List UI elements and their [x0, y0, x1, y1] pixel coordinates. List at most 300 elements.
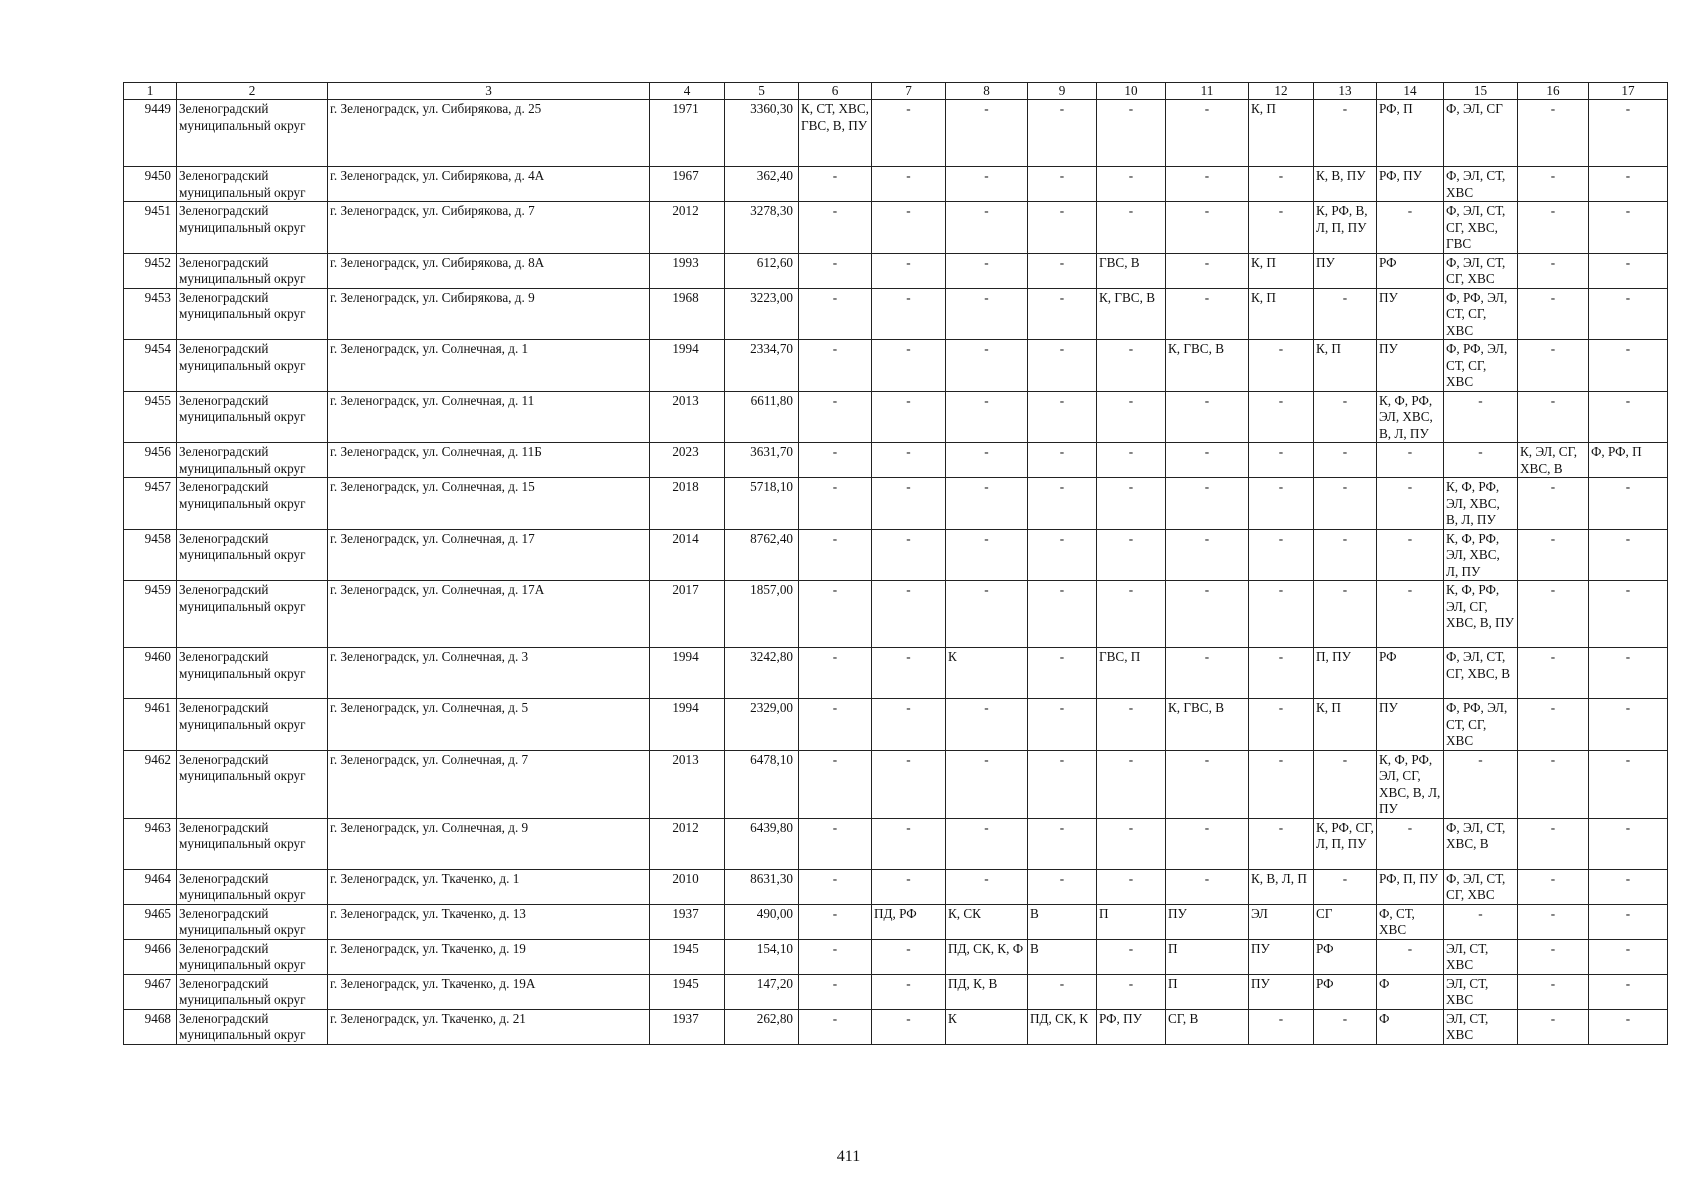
work-cell-col-12: К, П [1249, 288, 1314, 340]
work-cell-col-9: - [1028, 443, 1097, 478]
district-cell: Зеленоградский муниципальный округ [177, 340, 328, 392]
work-cell-col-8: - [946, 818, 1028, 869]
work-cell-col-16: - [1518, 288, 1589, 340]
work-cell-col-17: - [1589, 581, 1668, 648]
year-cell: 2018 [650, 478, 725, 530]
work-cell-col-17: - [1589, 818, 1668, 869]
work-cell-col-7: ПД, РФ [872, 904, 946, 939]
work-cell-col-8: - [946, 100, 1028, 167]
work-cell-col-13: - [1314, 443, 1377, 478]
column-number-cell: 8 [946, 83, 1028, 100]
work-cell-col-14: - [1377, 443, 1444, 478]
district-cell: Зеленоградский муниципальный округ [177, 253, 328, 288]
work-cell-col-11: К, ГВС, В [1166, 340, 1249, 392]
work-cell-col-14: ПУ [1377, 288, 1444, 340]
work-cell-col-9: - [1028, 478, 1097, 530]
work-cell-col-12: - [1249, 202, 1314, 254]
work-cell-col-17: - [1589, 529, 1668, 581]
work-cell-col-17: - [1589, 1009, 1668, 1044]
row-number: 9462 [124, 750, 177, 818]
column-number-cell: 17 [1589, 83, 1668, 100]
work-cell-col-14: РФ, П [1377, 100, 1444, 167]
work-cell-col-8: - [946, 699, 1028, 751]
work-cell-col-10: - [1097, 202, 1166, 254]
district-cell: Зеленоградский муниципальный округ [177, 202, 328, 254]
work-cell-col-8: - [946, 581, 1028, 648]
work-cell-col-15: К, Ф, РФ, ЭЛ, ХВС, Л, ПУ [1444, 529, 1518, 581]
work-cell-col-15: Ф, ЭЛ, СТ, СГ, ХВС [1444, 253, 1518, 288]
work-cell-col-13: К, РФ, СГ, Л, П, ПУ [1314, 818, 1377, 869]
address-cell: г. Зеленоградск, ул. Солнечная, д. 17А [328, 581, 650, 648]
district-cell: Зеленоградский муниципальный округ [177, 391, 328, 443]
table-row [124, 443, 1668, 478]
work-cell-col-8: - [946, 443, 1028, 478]
address-cell: г. Зеленоградск, ул. Ткаченко, д. 1 [328, 869, 650, 904]
district-cell: Зеленоградский муниципальный округ [177, 648, 328, 699]
column-number-cell: 16 [1518, 83, 1589, 100]
work-cell-col-11: - [1166, 202, 1249, 254]
work-cell-col-16: - [1518, 167, 1589, 202]
work-cell-col-10: - [1097, 581, 1166, 648]
table-body [124, 100, 1668, 1045]
work-cell-col-14: - [1377, 202, 1444, 254]
area-cell: 3360,30 [725, 100, 799, 167]
work-cell-col-14: Ф [1377, 1009, 1444, 1044]
work-cell-col-16: - [1518, 529, 1589, 581]
work-cell-col-13: - [1314, 869, 1377, 904]
row-number: 9457 [124, 478, 177, 530]
work-cell-col-15: Ф, ЭЛ, СТ, ХВС, В [1444, 818, 1518, 869]
district-cell: Зеленоградский муниципальный округ [177, 1009, 328, 1044]
work-cell-col-17: - [1589, 939, 1668, 974]
table-row [124, 529, 1668, 581]
table-row [124, 869, 1668, 904]
work-cell-col-17: - [1589, 699, 1668, 751]
address-cell: г. Зеленоградск, ул. Солнечная, д. 5 [328, 699, 650, 751]
work-cell-col-6: - [799, 391, 872, 443]
row-number: 9453 [124, 288, 177, 340]
work-cell-col-9: - [1028, 288, 1097, 340]
address-cell: г. Зеленоградск, ул. Ткаченко, д. 19А [328, 974, 650, 1009]
work-cell-col-17: - [1589, 391, 1668, 443]
year-cell: 2013 [650, 750, 725, 818]
address-cell: г. Зеленоградск, ул. Сибирякова, д. 9 [328, 288, 650, 340]
work-cell-col-16: - [1518, 869, 1589, 904]
work-cell-col-17: - [1589, 869, 1668, 904]
work-cell-col-15: Ф, РФ, ЭЛ, СТ, СГ, ХВС [1444, 288, 1518, 340]
work-cell-col-11: К, ГВС, В [1166, 699, 1249, 751]
work-cell-col-15: Ф, РФ, ЭЛ, СТ, СГ, ХВС [1444, 340, 1518, 392]
row-number: 9460 [124, 648, 177, 699]
work-cell-col-10: - [1097, 939, 1166, 974]
work-cell-col-9: - [1028, 202, 1097, 254]
work-cell-col-13: П, ПУ [1314, 648, 1377, 699]
work-cell-col-12: К, В, Л, П [1249, 869, 1314, 904]
row-number: 9451 [124, 202, 177, 254]
district-cell: Зеленоградский муниципальный округ [177, 443, 328, 478]
work-cell-col-17: - [1589, 202, 1668, 254]
work-cell-col-15: ЭЛ, СТ, ХВС [1444, 1009, 1518, 1044]
work-cell-col-17: - [1589, 167, 1668, 202]
work-cell-col-15: - [1444, 443, 1518, 478]
work-cell-col-6: - [799, 340, 872, 392]
work-cell-col-6: - [799, 581, 872, 648]
work-cell-col-17: - [1589, 340, 1668, 392]
area-cell: 362,40 [725, 167, 799, 202]
work-cell-col-7: - [872, 869, 946, 904]
work-cell-col-15: ЭЛ, СТ, ХВС [1444, 939, 1518, 974]
work-cell-col-7: - [872, 253, 946, 288]
work-cell-col-11: - [1166, 581, 1249, 648]
work-cell-col-9: - [1028, 340, 1097, 392]
work-cell-col-11: - [1166, 391, 1249, 443]
work-cell-col-10: - [1097, 750, 1166, 818]
column-number-cell: 3 [328, 83, 650, 100]
work-cell-col-10: К, ГВС, В [1097, 288, 1166, 340]
table-row [124, 974, 1668, 1009]
work-cell-col-8: - [946, 340, 1028, 392]
work-cell-col-7: - [872, 529, 946, 581]
area-cell: 5718,10 [725, 478, 799, 530]
work-cell-col-7: - [872, 443, 946, 478]
work-cell-col-13: К, РФ, В, Л, П, ПУ [1314, 202, 1377, 254]
work-cell-col-8: - [946, 288, 1028, 340]
work-cell-col-10: ГВС, В [1097, 253, 1166, 288]
work-cell-col-10: - [1097, 391, 1166, 443]
work-cell-col-12: ПУ [1249, 939, 1314, 974]
area-cell: 612,60 [725, 253, 799, 288]
area-cell: 3631,70 [725, 443, 799, 478]
work-cell-col-13: РФ [1314, 974, 1377, 1009]
table-row [124, 340, 1668, 392]
work-cell-col-13: - [1314, 100, 1377, 167]
year-cell: 1968 [650, 288, 725, 340]
row-number: 9463 [124, 818, 177, 869]
address-cell: г. Зеленоградск, ул. Сибирякова, д. 7 [328, 202, 650, 254]
area-cell: 2334,70 [725, 340, 799, 392]
work-cell-col-16: - [1518, 1009, 1589, 1044]
work-cell-col-16: - [1518, 478, 1589, 530]
table-row [124, 391, 1668, 443]
work-cell-col-17: - [1589, 974, 1668, 1009]
district-cell: Зеленоградский муниципальный округ [177, 939, 328, 974]
work-cell-col-17: Ф, РФ, П [1589, 443, 1668, 478]
work-cell-col-10: - [1097, 818, 1166, 869]
work-cell-col-7: - [872, 288, 946, 340]
row-number: 9467 [124, 974, 177, 1009]
work-cell-col-8: ПД, К, В [946, 974, 1028, 1009]
work-cell-col-10: - [1097, 340, 1166, 392]
district-cell: Зеленоградский муниципальный округ [177, 581, 328, 648]
work-cell-col-14: РФ, П, ПУ [1377, 869, 1444, 904]
work-cell-col-7: - [872, 478, 946, 530]
work-cell-col-17: - [1589, 100, 1668, 167]
table-row [124, 288, 1668, 340]
work-cell-col-6: - [799, 904, 872, 939]
work-cell-col-9: - [1028, 818, 1097, 869]
year-cell: 1937 [650, 1009, 725, 1044]
work-cell-col-8: - [946, 478, 1028, 530]
work-cell-col-12: ПУ [1249, 974, 1314, 1009]
work-cell-col-10: - [1097, 974, 1166, 1009]
work-cell-col-14: РФ [1377, 648, 1444, 699]
work-cell-col-8: - [946, 529, 1028, 581]
address-cell: г. Зеленоградск, ул. Солнечная, д. 1 [328, 340, 650, 392]
work-cell-col-7: - [872, 202, 946, 254]
year-cell: 1967 [650, 167, 725, 202]
work-cell-col-7: - [872, 100, 946, 167]
work-cell-col-7: - [872, 750, 946, 818]
work-cell-col-12: - [1249, 699, 1314, 751]
work-cell-col-11: П [1166, 939, 1249, 974]
work-cell-col-8: - [946, 750, 1028, 818]
area-cell: 154,10 [725, 939, 799, 974]
address-cell: г. Зеленоградск, ул. Солнечная, д. 3 [328, 648, 650, 699]
work-cell-col-12: - [1249, 818, 1314, 869]
address-cell: г. Зеленоградск, ул. Солнечная, д. 17 [328, 529, 650, 581]
work-cell-col-10: - [1097, 699, 1166, 751]
column-number-cell: 2 [177, 83, 328, 100]
work-cell-col-9: В [1028, 904, 1097, 939]
column-number-cell: 1 [124, 83, 177, 100]
table-row [124, 750, 1668, 818]
work-cell-col-6: - [799, 1009, 872, 1044]
year-cell: 2014 [650, 529, 725, 581]
address-cell: г. Зеленоградск, ул. Сибирякова, д. 25 [328, 100, 650, 167]
work-cell-col-13: - [1314, 750, 1377, 818]
work-cell-col-7: - [872, 167, 946, 202]
work-cell-col-6: - [799, 253, 872, 288]
work-cell-col-12: ЭЛ [1249, 904, 1314, 939]
work-cell-col-14: - [1377, 529, 1444, 581]
row-number: 9450 [124, 167, 177, 202]
work-cell-col-14: ПУ [1377, 340, 1444, 392]
work-cell-col-10: - [1097, 529, 1166, 581]
work-cell-col-14: К, Ф, РФ, ЭЛ, СГ, ХВС, В, Л, ПУ [1377, 750, 1444, 818]
work-cell-col-11: - [1166, 167, 1249, 202]
district-cell: Зеленоградский муниципальный округ [177, 904, 328, 939]
table-row [124, 1009, 1668, 1044]
work-cell-col-12: К, П [1249, 100, 1314, 167]
work-cell-col-9: В [1028, 939, 1097, 974]
area-cell: 6611,80 [725, 391, 799, 443]
column-number-cell: 15 [1444, 83, 1518, 100]
area-cell: 3242,80 [725, 648, 799, 699]
work-cell-col-15: Ф, ЭЛ, СТ, ХВС [1444, 167, 1518, 202]
area-cell: 1857,00 [725, 581, 799, 648]
district-cell: Зеленоградский муниципальный округ [177, 529, 328, 581]
area-cell: 8631,30 [725, 869, 799, 904]
column-number-cell: 12 [1249, 83, 1314, 100]
work-cell-col-14: Ф [1377, 974, 1444, 1009]
column-number-cell: 14 [1377, 83, 1444, 100]
work-cell-col-17: - [1589, 648, 1668, 699]
area-cell: 3223,00 [725, 288, 799, 340]
year-cell: 2010 [650, 869, 725, 904]
work-cell-col-8: - [946, 869, 1028, 904]
work-cell-col-9: - [1028, 167, 1097, 202]
year-cell: 1971 [650, 100, 725, 167]
work-cell-col-13: К, П [1314, 340, 1377, 392]
row-number: 9464 [124, 869, 177, 904]
work-cell-col-9: - [1028, 253, 1097, 288]
work-cell-col-15: ЭЛ, СТ, ХВС [1444, 974, 1518, 1009]
work-cell-col-16: - [1518, 253, 1589, 288]
work-cell-col-8: - [946, 253, 1028, 288]
table-row [124, 253, 1668, 288]
work-cell-col-14: - [1377, 581, 1444, 648]
work-cell-col-6: - [799, 818, 872, 869]
work-cell-col-10: П [1097, 904, 1166, 939]
work-cell-col-11: - [1166, 253, 1249, 288]
work-cell-col-10: - [1097, 869, 1166, 904]
row-number: 9452 [124, 253, 177, 288]
table-row [124, 939, 1668, 974]
work-cell-col-11: - [1166, 478, 1249, 530]
work-cell-col-8: - [946, 202, 1028, 254]
year-cell: 2017 [650, 581, 725, 648]
year-cell: 1993 [650, 253, 725, 288]
address-cell: г. Зеленоградск, ул. Сибирякова, д. 4А [328, 167, 650, 202]
work-cell-col-10: - [1097, 443, 1166, 478]
work-cell-col-17: - [1589, 288, 1668, 340]
area-cell: 6478,10 [725, 750, 799, 818]
work-cell-col-10: - [1097, 167, 1166, 202]
work-cell-col-13: - [1314, 478, 1377, 530]
work-cell-col-6: - [799, 167, 872, 202]
row-number: 9458 [124, 529, 177, 581]
work-cell-col-9: - [1028, 648, 1097, 699]
work-cell-col-16: - [1518, 939, 1589, 974]
column-number-cell: 11 [1166, 83, 1249, 100]
row-number: 9456 [124, 443, 177, 478]
work-cell-col-17: - [1589, 478, 1668, 530]
work-cell-col-15: К, Ф, РФ, ЭЛ, СГ, ХВС, В, ПУ [1444, 581, 1518, 648]
work-cell-col-6: - [799, 443, 872, 478]
work-cell-col-12: - [1249, 443, 1314, 478]
district-cell: Зеленоградский муниципальный округ [177, 750, 328, 818]
work-cell-col-11: ПУ [1166, 904, 1249, 939]
row-number: 9465 [124, 904, 177, 939]
district-cell: Зеленоградский муниципальный округ [177, 699, 328, 751]
district-cell: Зеленоградский муниципальный округ [177, 100, 328, 167]
work-cell-col-12: - [1249, 750, 1314, 818]
work-cell-col-9: - [1028, 974, 1097, 1009]
work-cell-col-12: - [1249, 648, 1314, 699]
year-cell: 1994 [650, 648, 725, 699]
work-cell-col-15: К, Ф, РФ, ЭЛ, ХВС, В, Л, ПУ [1444, 478, 1518, 530]
work-cell-col-8: ПД, СК, К, Ф [946, 939, 1028, 974]
work-cell-col-6: - [799, 974, 872, 1009]
row-number: 9466 [124, 939, 177, 974]
work-cell-col-13: РФ [1314, 939, 1377, 974]
table-row [124, 818, 1668, 869]
work-cell-col-7: - [872, 1009, 946, 1044]
header-row [124, 83, 1668, 100]
work-cell-col-10: РФ, ПУ [1097, 1009, 1166, 1044]
work-cell-col-13: К, П [1314, 699, 1377, 751]
work-cell-col-17: - [1589, 253, 1668, 288]
district-cell: Зеленоградский муниципальный округ [177, 478, 328, 530]
district-cell: Зеленоградский муниципальный округ [177, 818, 328, 869]
work-cell-col-14: РФ, ПУ [1377, 167, 1444, 202]
address-cell: г. Зеленоградск, ул. Солнечная, д. 11 [328, 391, 650, 443]
work-cell-col-16: - [1518, 581, 1589, 648]
year-cell: 2012 [650, 202, 725, 254]
work-cell-col-14: Ф, СТ, ХВС [1377, 904, 1444, 939]
work-cell-col-13: - [1314, 1009, 1377, 1044]
work-cell-col-11: СГ, В [1166, 1009, 1249, 1044]
work-cell-col-15: Ф, РФ, ЭЛ, СТ, СГ, ХВС [1444, 699, 1518, 751]
work-cell-col-15: Ф, ЭЛ, СТ, СГ, ХВС, ГВС [1444, 202, 1518, 254]
column-number-cell: 4 [650, 83, 725, 100]
address-cell: г. Зеленоградск, ул. Солнечная, д. 11Б [328, 443, 650, 478]
area-cell: 3278,30 [725, 202, 799, 254]
work-cell-col-16: - [1518, 750, 1589, 818]
work-cell-col-6: - [799, 529, 872, 581]
row-number: 9468 [124, 1009, 177, 1044]
address-cell: г. Зеленоградск, ул. Солнечная, д. 9 [328, 818, 650, 869]
address-cell: г. Зеленоградск, ул. Ткаченко, д. 21 [328, 1009, 650, 1044]
table-row [124, 202, 1668, 254]
work-cell-col-14: РФ [1377, 253, 1444, 288]
work-cell-col-12: - [1249, 391, 1314, 443]
row-number: 9459 [124, 581, 177, 648]
row-number: 9449 [124, 100, 177, 167]
work-cell-col-14: - [1377, 478, 1444, 530]
year-cell: 2012 [650, 818, 725, 869]
address-cell: г. Зеленоградск, ул. Солнечная, д. 15 [328, 478, 650, 530]
work-cell-col-9: ПД, СК, К [1028, 1009, 1097, 1044]
district-cell: Зеленоградский муниципальный округ [177, 974, 328, 1009]
work-cell-col-15: Ф, ЭЛ, СТ, СГ, ХВС, В [1444, 648, 1518, 699]
area-cell: 490,00 [725, 904, 799, 939]
work-cell-col-12: - [1249, 478, 1314, 530]
work-cell-col-12: - [1249, 1009, 1314, 1044]
work-cell-col-6: - [799, 699, 872, 751]
work-cell-col-6: - [799, 939, 872, 974]
address-cell: г. Зеленоградск, ул. Солнечная, д. 7 [328, 750, 650, 818]
table-row [124, 478, 1668, 530]
column-number-cell: 13 [1314, 83, 1377, 100]
table-row [124, 581, 1668, 648]
work-cell-col-15: - [1444, 391, 1518, 443]
work-cell-col-15: Ф, ЭЛ, СТ, СГ, ХВС [1444, 869, 1518, 904]
work-cell-col-6: - [799, 869, 872, 904]
work-cell-col-13: - [1314, 391, 1377, 443]
area-cell: 6439,80 [725, 818, 799, 869]
work-cell-col-14: ПУ [1377, 699, 1444, 751]
work-cell-col-9: - [1028, 100, 1097, 167]
work-cell-col-10: - [1097, 100, 1166, 167]
column-number-cell: 6 [799, 83, 872, 100]
address-cell: г. Зеленоградск, ул. Ткаченко, д. 13 [328, 904, 650, 939]
work-cell-col-15: - [1444, 750, 1518, 818]
work-cell-col-6: - [799, 648, 872, 699]
work-cell-col-9: - [1028, 750, 1097, 818]
work-cell-col-9: - [1028, 391, 1097, 443]
row-number: 9454 [124, 340, 177, 392]
column-number-cell: 9 [1028, 83, 1097, 100]
area-cell: 2329,00 [725, 699, 799, 751]
work-cell-col-10: - [1097, 478, 1166, 530]
work-cell-col-16: - [1518, 648, 1589, 699]
work-cell-col-9: - [1028, 581, 1097, 648]
work-cell-col-8: - [946, 391, 1028, 443]
work-cell-col-13: - [1314, 288, 1377, 340]
work-cell-col-11: П [1166, 974, 1249, 1009]
work-cell-col-7: - [872, 340, 946, 392]
